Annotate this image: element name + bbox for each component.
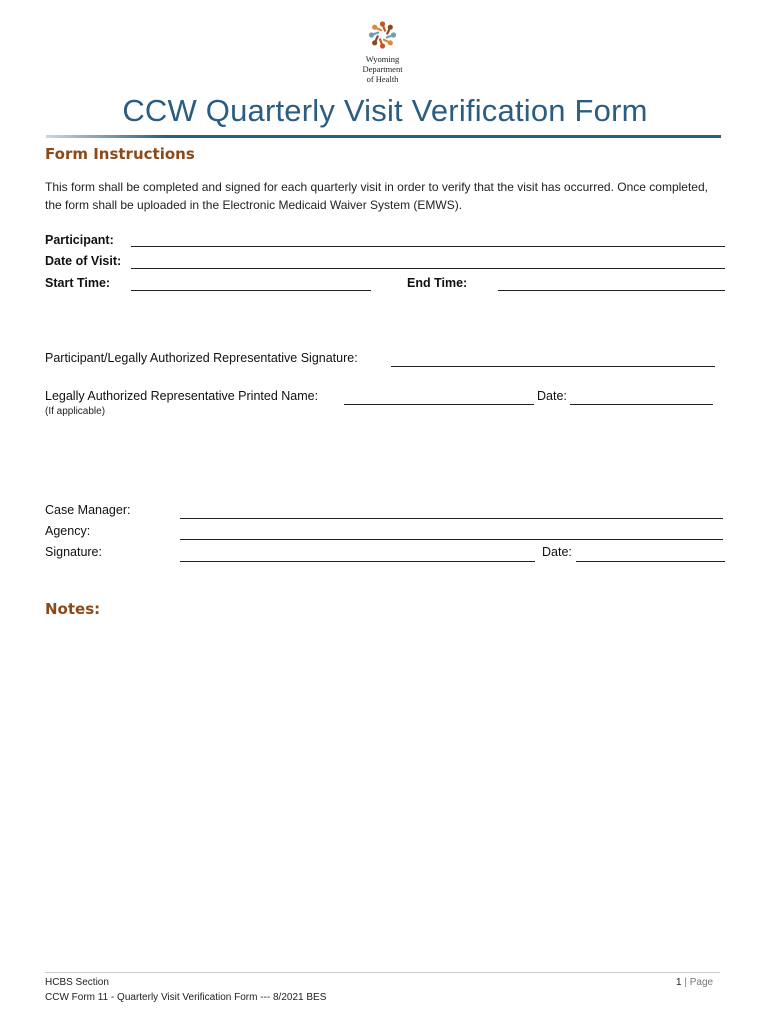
- end-time-label: End Time:: [407, 276, 468, 290]
- date-of-visit-input-line[interactable]: [131, 268, 725, 269]
- logo-line-2: Department: [362, 64, 403, 74]
- date-of-visit-label: Date of Visit:: [45, 254, 122, 268]
- page-title: CCW Quarterly Visit Verification Form: [122, 93, 648, 128]
- logo-figure-body: [375, 27, 381, 30]
- title-divider: [46, 135, 721, 138]
- page-number: 1: [676, 977, 682, 988]
- start-time-input-line[interactable]: [131, 290, 371, 291]
- notes-heading: Notes:: [45, 600, 101, 618]
- participant-signature-line[interactable]: [391, 366, 715, 367]
- logo-text: [355, 54, 410, 84]
- participant-label: Participant:: [45, 233, 114, 247]
- page-label: | Page: [684, 977, 714, 988]
- instructions-text: This form shall be completed and signed for each quarterly visit in order to verify that the visit has occurred. Once completed, the form shall be uploaded in the Electronic Medicaid Waiver System (EMWS).: [45, 180, 708, 212]
- footer-section: HCBS Section: [45, 977, 109, 988]
- footer-form-id: CCW Form 11 - Quarterly Visit Verification Form --- 8/2021 BES: [45, 992, 327, 1003]
- lar-printed-name-label: Legally Authorized Representative Printed Name:: [45, 389, 319, 403]
- wdh-logo: [355, 16, 410, 88]
- lar-printed-name-line[interactable]: [344, 404, 534, 405]
- logo-figure-body: [384, 40, 390, 43]
- lar-date-label: Date:: [537, 389, 567, 403]
- end-time-input-line[interactable]: [498, 290, 725, 291]
- cm-date-label: Date:: [542, 545, 572, 559]
- if-applicable-note: (If applicable): [45, 406, 106, 417]
- logo-figure-body: [375, 36, 378, 42]
- wdh-logo-mark-icon: [355, 16, 410, 54]
- footer-divider: [45, 972, 720, 973]
- case-manager-line[interactable]: [180, 518, 723, 519]
- instructions-heading: Form Instructions: [45, 145, 195, 163]
- page-indicator: [676, 977, 713, 988]
- cm-signature-label: Signature:: [45, 545, 102, 559]
- start-time-label: Start Time:: [45, 276, 111, 290]
- case-manager-label: Case Manager:: [45, 503, 131, 517]
- agency-label: Agency:: [45, 524, 91, 538]
- notes-area[interactable]: [45, 625, 725, 955]
- lar-date-line[interactable]: [570, 404, 713, 405]
- participant-signature-label: Participant/Legally Authorized Representative Signature:: [45, 351, 358, 365]
- logo-figure-body: [387, 27, 390, 33]
- cm-date-line[interactable]: [576, 561, 725, 562]
- cm-signature-line[interactable]: [180, 561, 535, 562]
- participant-input-line[interactable]: [131, 246, 725, 247]
- agency-line[interactable]: [180, 539, 723, 540]
- logo-line-1: Wyoming: [365, 54, 400, 64]
- logo-line-3: of Health: [366, 74, 399, 84]
